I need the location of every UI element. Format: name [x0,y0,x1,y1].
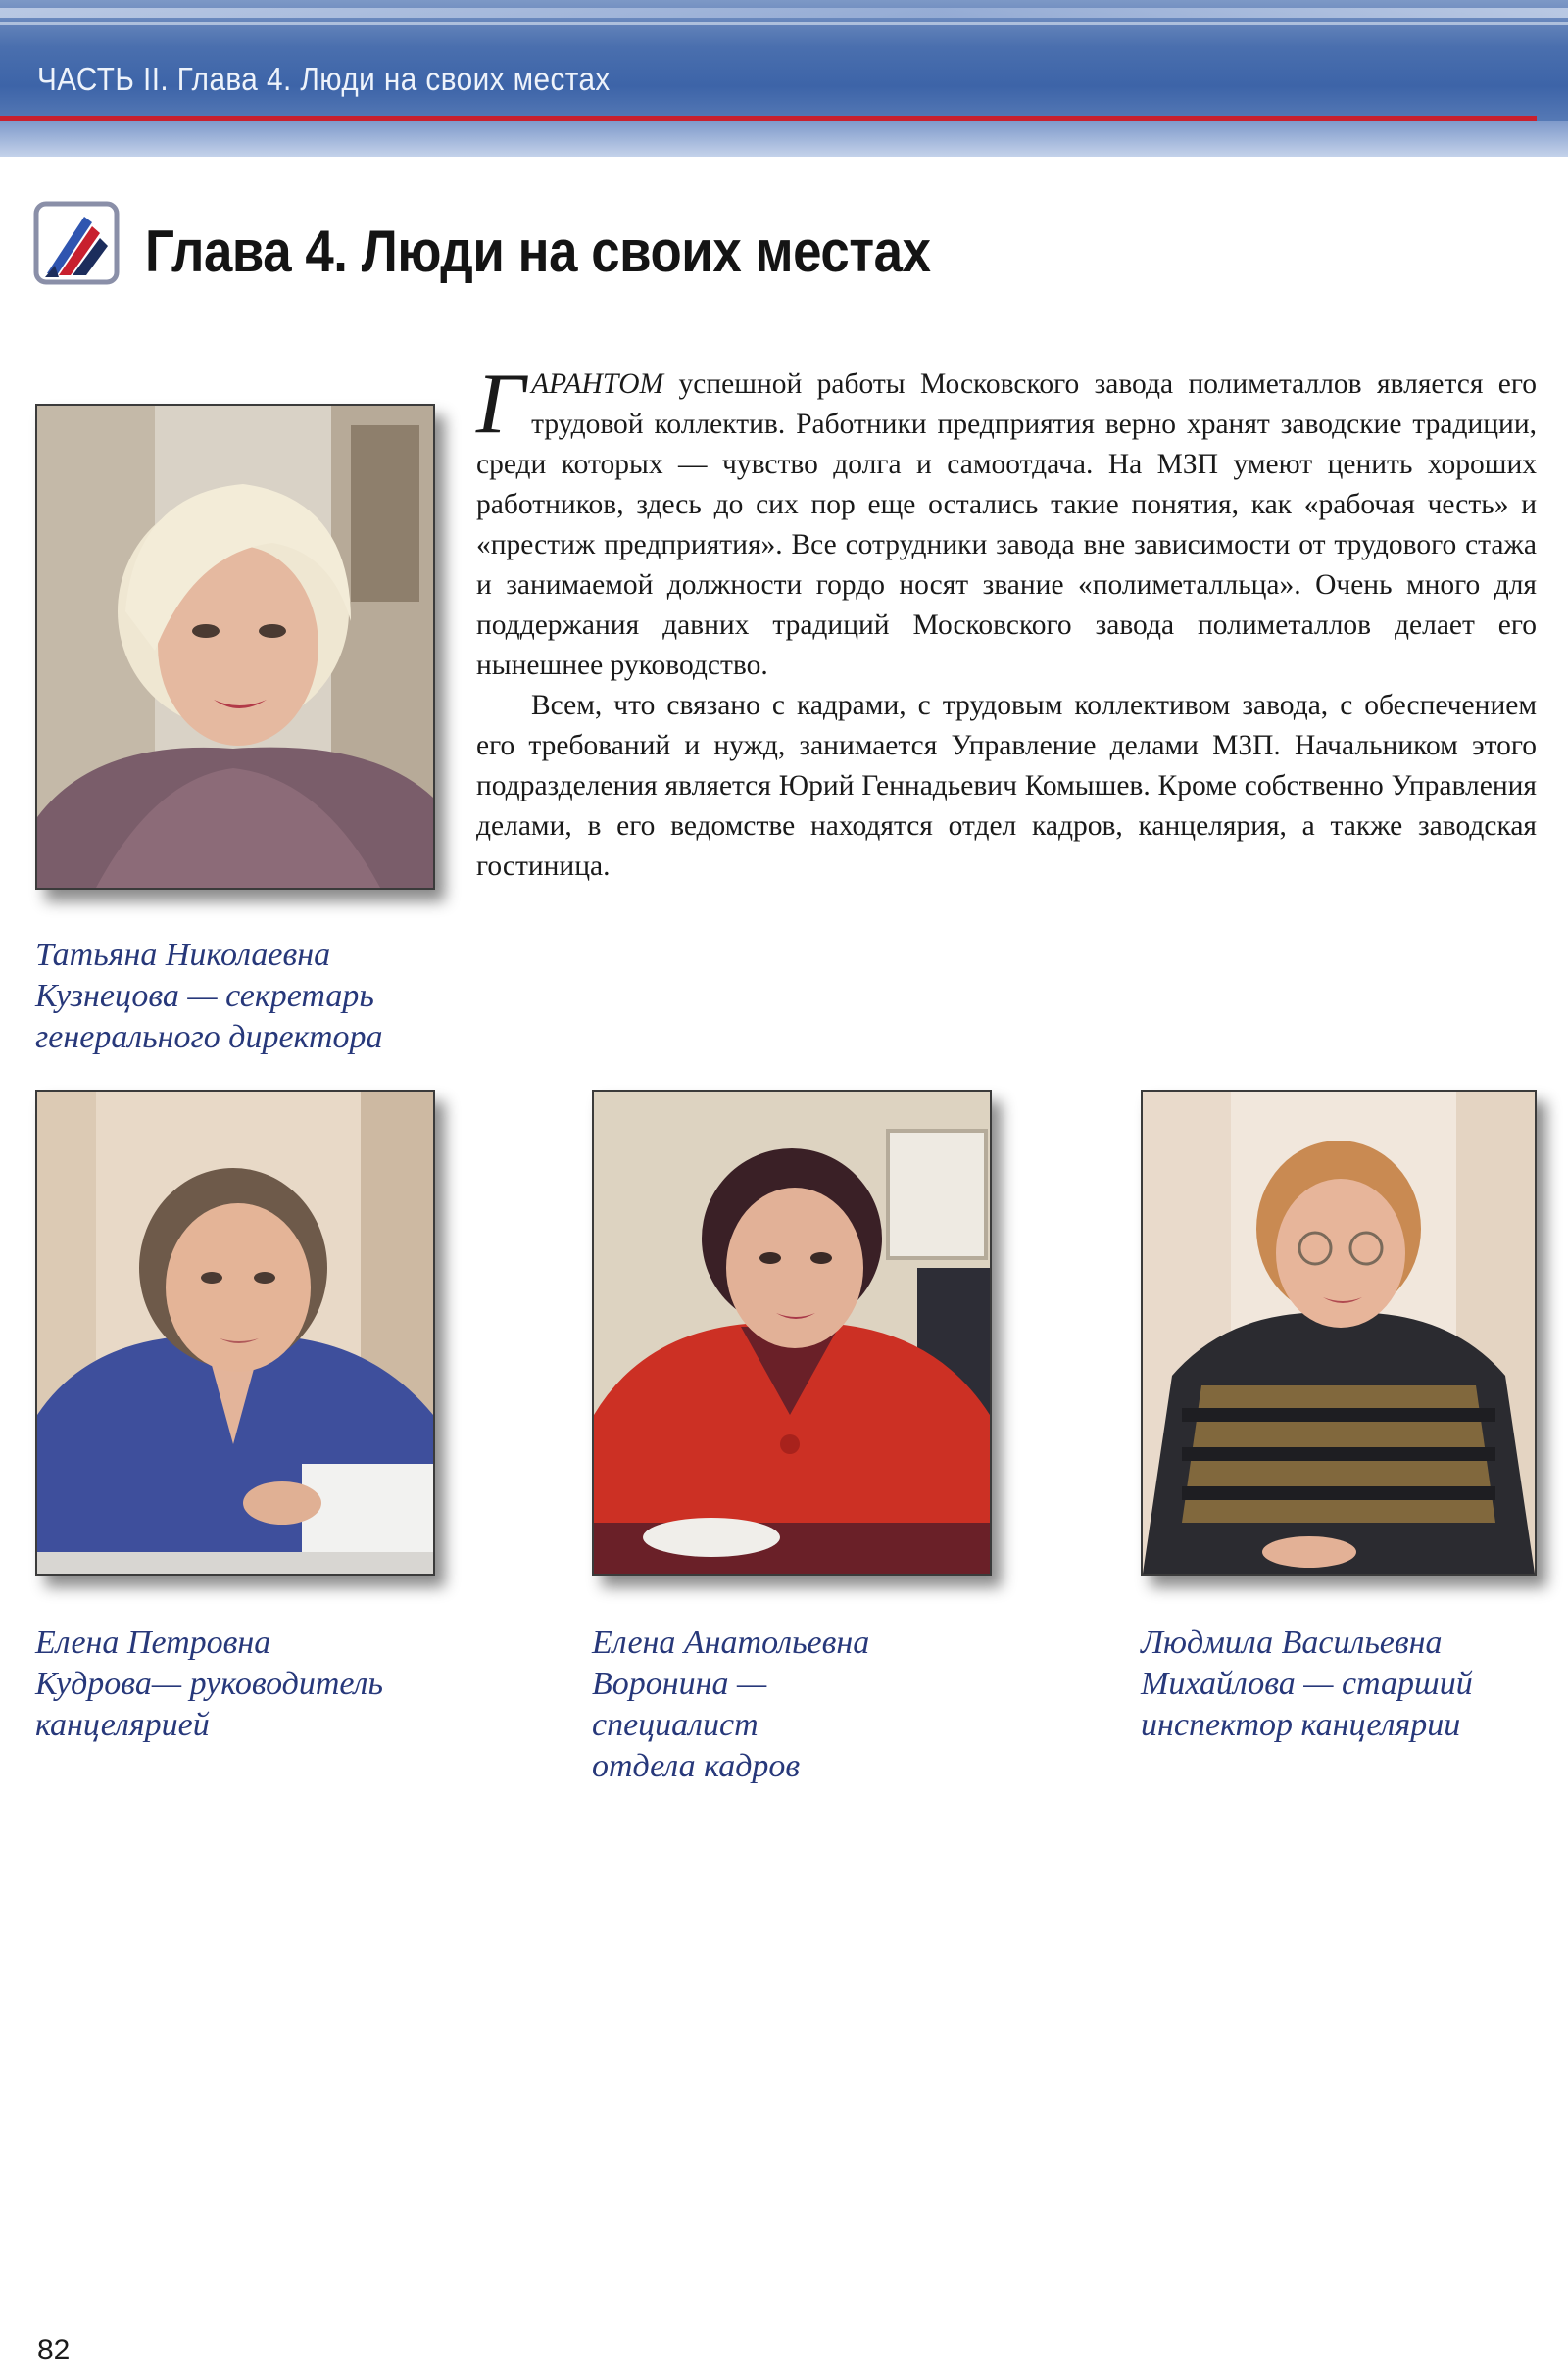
caption-line: Воронина — [592,1666,767,1702]
running-header [0,0,1568,157]
photo-mikhaylova [1141,1090,1537,1576]
chapter-title: Глава 4. Люди на своих местах [145,219,931,284]
photo-kudrova [35,1090,435,1576]
caption-line: Михайлова — старший [1141,1666,1473,1702]
caption-line: Людмила Васильевна [1141,1625,1443,1661]
caption-line: Елена Петровна [35,1625,271,1661]
photo-voronina [592,1090,992,1576]
caption-voronina [592,1623,869,1787]
caption-line: инспектор канцелярии [1141,1707,1461,1743]
caption-kuznetsova [35,935,383,1058]
dropcap: Г [476,357,526,452]
caption-line: специалист [592,1707,759,1743]
lead-word: АРАНТОМ [531,368,664,400]
page-number: 82 [37,2334,71,2366]
header-stripe-thin [0,22,1568,25]
caption-kudrova [35,1623,383,1746]
header-fade [0,121,1568,157]
paragraph-1-text: успешной работы Московского завода полиметаллов является его трудовой коллектив. Работники предприятия верно хранят заводские традиции, среди которых — чувство долга и самоотдача. На МЗП умеют ценить хороших работников, здесь до сих пор еще остались такие понятия, как «рабочая честь» и «престиж предприятия». Все сотрудники завода вне зависимости от трудового стажа и занимаемой должности гордо носят звание «полиметалльца». Очень много для поддержания давних традиций Московского завода полиметаллов делает его нынешнее руководство. [476,368,1537,681]
photo-kuznetsova [35,404,435,890]
caption-mikhaylova [1141,1623,1473,1746]
caption-line: канцелярией [35,1707,210,1743]
paragraph-2: Всем, что связано с кадрами, с трудовым коллективом завода, с обеспечением его требований и нужд, занимается Управление делами МЗП. Начальником этого подразделения является Юрий Геннадьевич Комышев. Кроме собственно Управления делами, в его ведомстве находятся отдел кадров, канцелярия, а также заводская гостиница. [476,690,1537,882]
pen-logo-icon [33,201,120,285]
caption-line: отдела кадров [592,1748,801,1784]
caption-line: генерального директора [35,1019,383,1055]
header-stripe [0,8,1568,18]
caption-line: Кудрова— руководитель [35,1666,383,1702]
caption-line: Кузнецова — секретарь [35,978,374,1014]
running-head-text: ЧАСТЬ II. Глава 4. Люди на своих местах [37,61,611,97]
paragraph-1 [476,357,1537,686]
caption-line: Елена Анатольевна [592,1625,870,1661]
caption-line: Татьяна Николаевна [35,937,331,973]
body-text [476,357,1537,887]
